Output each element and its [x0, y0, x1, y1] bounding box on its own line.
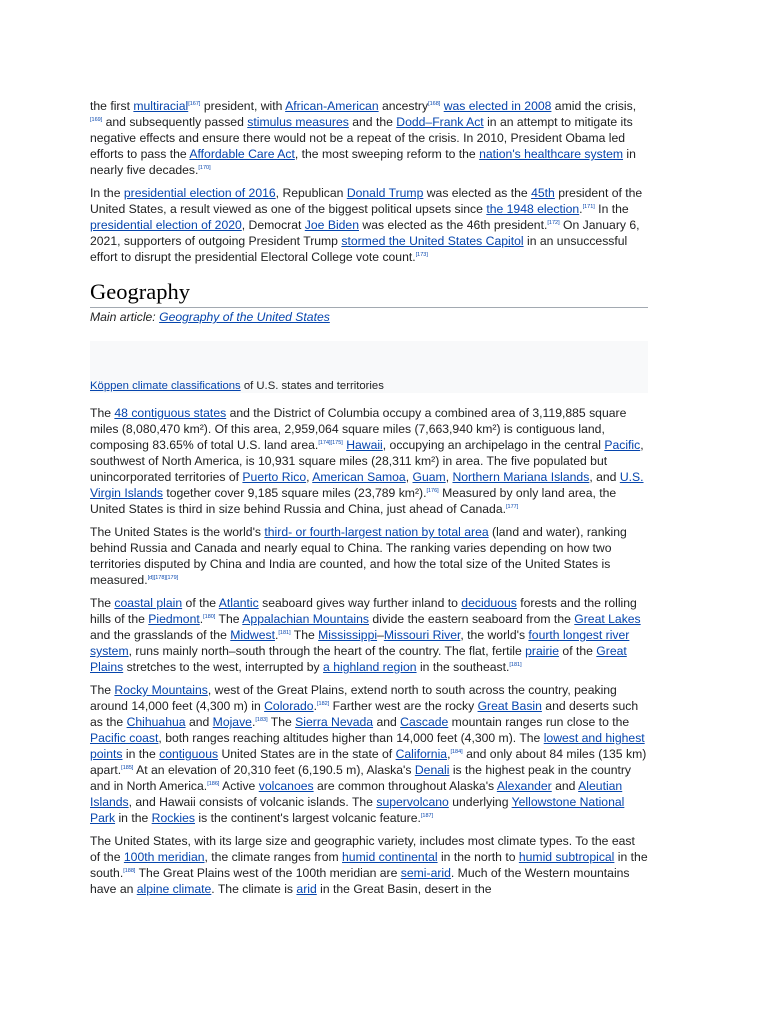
- text: The Great Plains west of the 100th meridian are: [135, 866, 401, 880]
- link-great-lakes[interactable]: Great Lakes: [574, 612, 641, 626]
- link-rockies[interactable]: Rockies: [151, 811, 196, 825]
- text: , the most sweeping reform to the: [294, 147, 480, 161]
- citation[interactable]: [182]: [316, 701, 330, 707]
- text: president, with: [200, 99, 286, 113]
- citation[interactable]: [168]: [428, 101, 441, 107]
- link-northern-mariana[interactable]: Northern Mariana Islands: [452, 470, 590, 484]
- link-volcanoes[interactable]: volcanoes: [258, 779, 314, 793]
- link-virgin-islands[interactable]: U.S. Virgin Islands: [90, 470, 644, 500]
- text: , west of the Great Plains, extend north to south across the country, peaking around 14,000 feet (4,300 m) in: [90, 683, 617, 713]
- text: The United States, with its large size and geographic variety, includes most climate types. To the east of the: [90, 834, 635, 864]
- citation[interactable]: [177]: [505, 504, 519, 510]
- text: in the: [122, 747, 160, 761]
- link-humid-subtropical[interactable]: humid subtropical: [518, 850, 615, 864]
- link-california[interactable]: California: [395, 747, 448, 761]
- text: The: [90, 683, 115, 697]
- paragraph-elections: [90, 185, 648, 265]
- citation[interactable]: [184]: [450, 749, 463, 755]
- link-affordable-care-act[interactable]: Affordable Care Act: [189, 147, 295, 161]
- text: .: [251, 715, 256, 729]
- link-cascade[interactable]: Cascade: [400, 715, 449, 729]
- link-highland-region[interactable]: a highland region: [323, 660, 417, 674]
- text: , runs mainly north–south through the heart of the country. The flat, fertile: [128, 644, 526, 658]
- citation[interactable]: [183]: [255, 717, 268, 723]
- link-mississippi[interactable]: Mississippi: [318, 628, 378, 642]
- link-elected-2008[interactable]: was elected in 2008: [443, 99, 552, 113]
- link-piedmont[interactable]: Piedmont: [148, 612, 200, 626]
- citation[interactable]: [169]: [90, 117, 103, 123]
- article-content: [90, 98, 648, 904]
- link-deciduous[interactable]: deciduous: [461, 596, 517, 610]
- figure-climate-map: [90, 341, 648, 393]
- text: , southwest of North America, is 10,931 square miles (28,311 km²) in area. The five populated but unincorporated territories of: [90, 438, 644, 484]
- link-american-samoa[interactable]: American Samoa: [312, 470, 406, 484]
- link-coastal-plain[interactable]: coastal plain: [114, 596, 183, 610]
- text: , both ranges reaching altitudes higher than 14,000 feet (4,300 m). The: [158, 731, 544, 745]
- text: seaboard gives way further inland to: [258, 596, 462, 610]
- text: and: [551, 779, 579, 793]
- link-45th[interactable]: 45th: [531, 186, 555, 200]
- link-african-american[interactable]: African-American: [285, 99, 379, 113]
- text: In the: [594, 202, 629, 216]
- link-great-plains[interactable]: Great Plains: [90, 644, 627, 674]
- link-yellowstone[interactable]: Yellowstone National Park: [90, 795, 625, 825]
- text: The: [267, 715, 296, 729]
- citation[interactable]: [170]: [198, 165, 211, 171]
- citation[interactable]: [181]: [278, 630, 291, 636]
- text: .: [274, 628, 279, 642]
- text: , and: [589, 470, 620, 484]
- text: forests and the rolling hills of the: [90, 596, 637, 626]
- link-semi-arid[interactable]: semi-arid: [400, 866, 451, 880]
- text: president of the United States, a result viewed as one of the biggest political upsets since: [90, 186, 643, 216]
- link-prairie[interactable]: prairie: [525, 644, 560, 658]
- citation[interactable]: [173]: [415, 252, 428, 258]
- link-puerto-rico[interactable]: Puerto Rico: [242, 470, 307, 484]
- text: . Much of the Western mountains have an: [90, 866, 630, 896]
- text: in an attempt to mitigate its negative effects and ensure there would not be a repeat of the crisis. In 2010, President Obama led efforts to pass the: [90, 115, 633, 161]
- citation[interactable]: [171]: [582, 204, 595, 210]
- text: and the District of Columbia occupy a combined area of 3,119,885 square miles (8,080,470 km²). Of this area, 2,959,064 square miles (7,663,940 km²) is contiguous land, composing 83.65% of total U.S. land area.: [90, 406, 627, 452]
- link-healthcare-system[interactable]: nation's healthcare system: [479, 147, 624, 161]
- hatnote: [90, 310, 648, 324]
- link-sierra-nevada[interactable]: Sierra Nevada: [295, 715, 374, 729]
- text: are common throughout Alaska's: [313, 779, 497, 793]
- link-rocky-mountains[interactable]: Rocky Mountains: [114, 683, 208, 697]
- text: in an unsuccessful effort to disrupt the presidential Electoral College vote count.: [90, 234, 628, 264]
- text: , Democrat: [241, 218, 305, 232]
- link-aleutian-islands[interactable]: Aleutian Islands: [90, 779, 623, 809]
- link-dodd-frank[interactable]: Dodd–Frank Act: [396, 115, 484, 129]
- link-lowest-highest-points[interactable]: lowest and highest points: [90, 731, 645, 761]
- text: amid the crisis,: [551, 99, 637, 113]
- text: the first: [90, 99, 134, 113]
- link-1948-election[interactable]: the 1948 election: [486, 202, 580, 216]
- link-election-2020[interactable]: presidential election of 2020: [90, 218, 242, 232]
- text: .: [313, 699, 317, 713]
- citation[interactable]: [188]: [123, 868, 136, 874]
- link-multiracial[interactable]: multiracial: [133, 99, 189, 113]
- text: Farther west are the rocky: [329, 699, 478, 713]
- text: Active: [219, 779, 259, 793]
- text: stretches to the west, interrupted by: [123, 660, 324, 674]
- paragraph-east: [90, 595, 648, 675]
- text: . The climate is: [211, 882, 297, 896]
- link-midwest[interactable]: Midwest: [230, 628, 275, 642]
- link-48-states[interactable]: 48 contiguous states: [114, 406, 227, 420]
- text: In the: [90, 186, 124, 200]
- text: On January 6, 2021, supporters of outgoing President Trump: [90, 218, 640, 248]
- link-atlantic[interactable]: Atlantic: [218, 596, 259, 610]
- section-heading-geography: Geography: [90, 279, 648, 308]
- text: and subsequently passed: [102, 115, 248, 129]
- text: The United States is the world's: [90, 525, 265, 539]
- link-koppen[interactable]: Köppen climate classifications: [90, 380, 241, 392]
- text: in the Great Basin, desert in the: [316, 882, 492, 896]
- link-great-basin[interactable]: Great Basin: [477, 699, 542, 713]
- figure-caption: [90, 379, 384, 393]
- text: –: [377, 628, 384, 642]
- link-pacific-coast[interactable]: Pacific coast: [90, 731, 159, 745]
- link-guam[interactable]: Guam: [412, 470, 446, 484]
- text: and deserts such as the: [90, 699, 639, 729]
- text: and the grasslands of the: [90, 628, 231, 642]
- link-colorado[interactable]: Colorado: [264, 699, 314, 713]
- text: was elected as the: [423, 186, 532, 200]
- text: and the: [348, 115, 397, 129]
- text: ,: [447, 747, 451, 761]
- link-mojave[interactable]: Mojave: [212, 715, 252, 729]
- text: and only about 84 miles (135 km) apart.: [90, 747, 647, 777]
- text: together cover 9,185 square miles (23,789 km²).: [162, 486, 427, 500]
- text: ,: [306, 470, 313, 484]
- citation[interactable]: [d][178][179]: [147, 575, 179, 581]
- paragraph-west: [90, 682, 648, 826]
- link-hawaii[interactable]: Hawaii: [346, 438, 383, 452]
- text: was elected as the 46th president.: [359, 218, 548, 232]
- link-denali[interactable]: Denali: [414, 763, 450, 777]
- text: The: [290, 628, 319, 642]
- link-alpine-climate[interactable]: alpine climate: [136, 882, 212, 896]
- link-missouri-river[interactable]: Missouri River: [383, 628, 461, 642]
- text: , occupying an archipelago in the central: [382, 438, 605, 452]
- link-supervolcano[interactable]: supervolcano: [376, 795, 449, 809]
- citation[interactable]: [181]: [509, 662, 522, 668]
- text: The: [90, 596, 115, 610]
- text: in the north to: [437, 850, 519, 864]
- link-alexander[interactable]: Alexander: [496, 779, 552, 793]
- hatnote-prefix: Main article:: [90, 310, 160, 324]
- text: is the highest peak in the country and in North America.: [90, 763, 632, 793]
- link-river-system[interactable]: fourth longest river system: [90, 628, 630, 658]
- text: United States are in the state of: [218, 747, 396, 761]
- text: in nearly five decades.: [90, 147, 636, 177]
- link-contiguous[interactable]: contiguous: [159, 747, 219, 761]
- citation[interactable]: [187]: [420, 813, 434, 819]
- link-appalachian[interactable]: Appalachian Mountains: [242, 612, 369, 626]
- text: in the: [115, 811, 152, 825]
- text: The: [215, 612, 243, 626]
- link-election-2016[interactable]: presidential election of 2016: [123, 186, 276, 200]
- link-stimulus-measures[interactable]: stimulus measures: [247, 115, 349, 129]
- text: and: [373, 715, 401, 729]
- paragraph-area: [90, 405, 648, 517]
- paragraph-ranking: [90, 524, 648, 588]
- citation[interactable]: [167]: [188, 101, 201, 107]
- text: ancestry: [378, 99, 429, 113]
- link-capitol-attack[interactable]: stormed the United States Capitol: [341, 234, 524, 248]
- citation[interactable]: [172]: [547, 220, 560, 226]
- text: (land and water), ranking behind Russia and Canada and nearly equal to China. The ranking varies depending on how two territories disputed by China and India are counted, and how the total size of the United States is measured.: [90, 525, 627, 587]
- link-100th-meridian[interactable]: 100th meridian: [123, 850, 205, 864]
- paragraph-obama: [90, 98, 648, 178]
- text: , the climate ranges from: [204, 850, 343, 864]
- text: , and Hawaii consists of volcanic islands. The: [128, 795, 377, 809]
- link-joe-biden[interactable]: Joe Biden: [304, 218, 359, 232]
- link-humid-continental[interactable]: humid continental: [342, 850, 438, 864]
- text: , Republican: [275, 186, 347, 200]
- citation[interactable]: [180]: [203, 614, 216, 620]
- text: underlying: [448, 795, 512, 809]
- text: The: [90, 406, 115, 420]
- link-donald-trump[interactable]: Donald Trump: [346, 186, 424, 200]
- citation[interactable]: [185]: [121, 765, 134, 771]
- text: Measured by only land area, the United States is third in size behind Russia and China, just ahead of Canada.: [90, 486, 617, 516]
- link-largest-nation[interactable]: third- or fourth-largest nation by total area: [264, 525, 489, 539]
- text: .: [199, 612, 204, 626]
- text: and: [185, 715, 213, 729]
- text: of the: [559, 644, 597, 658]
- citation[interactable]: [174][175]: [318, 440, 343, 446]
- text: of the: [182, 596, 219, 610]
- caption-text: of U.S. states and territories: [240, 380, 384, 392]
- text: , the world's: [460, 628, 529, 642]
- link-arid[interactable]: arid: [296, 882, 317, 896]
- paragraph-climate: [90, 833, 648, 897]
- citation[interactable]: [186]: [207, 781, 220, 787]
- text: in the southeast.: [416, 660, 510, 674]
- text: is the continent's largest volcanic feature.: [195, 811, 421, 825]
- link-geography-main-article[interactable]: Geography of the United States: [159, 310, 330, 324]
- link-pacific[interactable]: Pacific: [604, 438, 641, 452]
- text: mountain ranges run close to the: [448, 715, 630, 729]
- text: At an elevation of 20,310 feet (6,190.5 m), Alaska's: [133, 763, 415, 777]
- link-chihuahua[interactable]: Chihuahua: [126, 715, 186, 729]
- citation[interactable]: [176]: [426, 488, 439, 494]
- text: ,: [445, 470, 453, 484]
- text: divide the eastern seaboard from the: [368, 612, 575, 626]
- text: .: [579, 202, 583, 216]
- text: ,: [405, 470, 413, 484]
- text: in the south.: [90, 850, 648, 880]
